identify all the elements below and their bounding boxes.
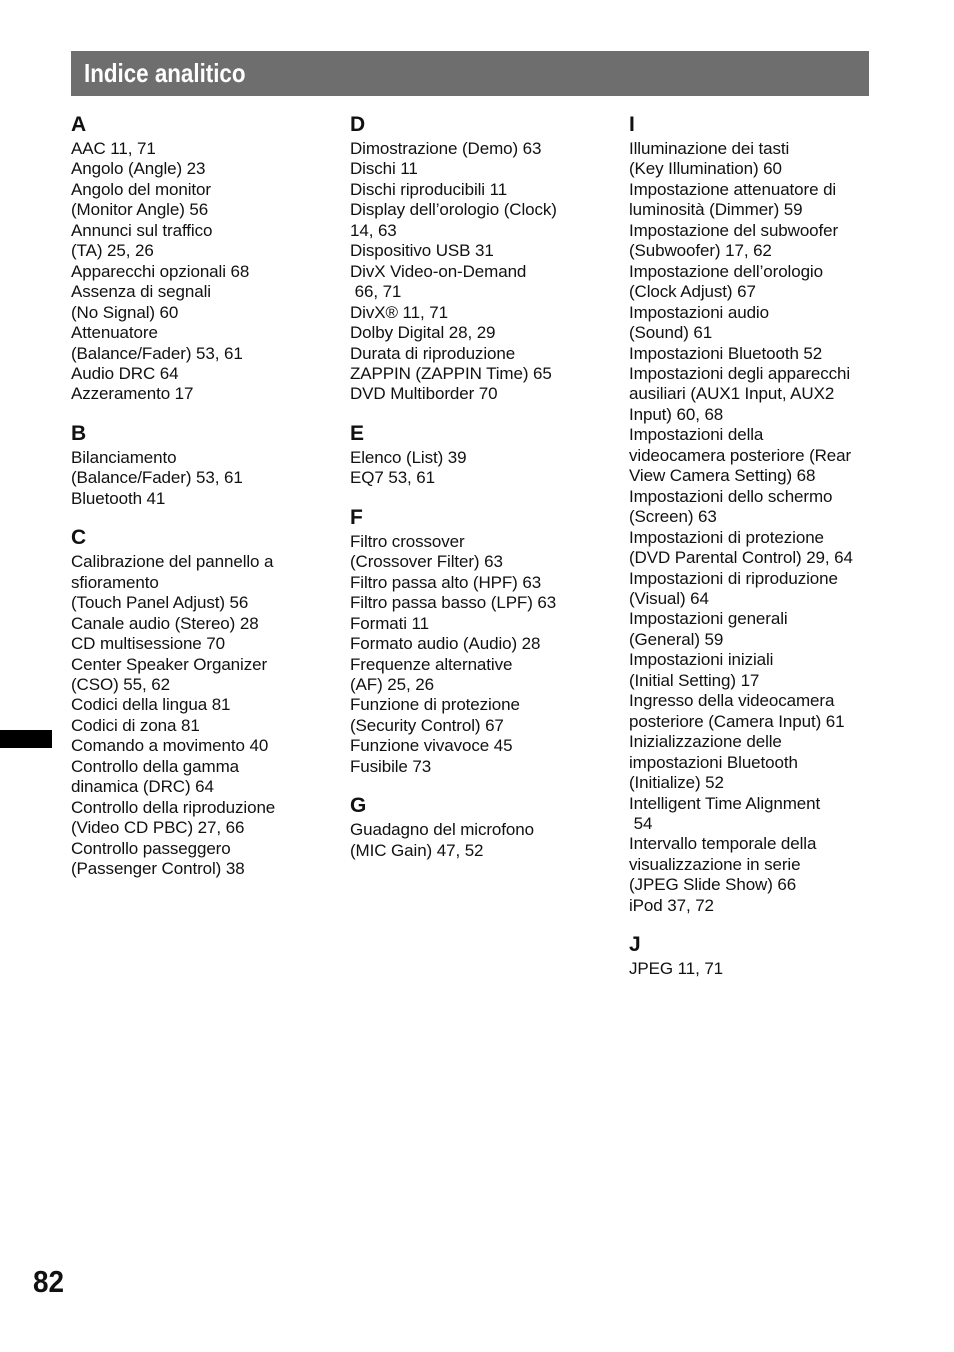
index-entry: 66, 71 — [350, 282, 402, 302]
index-entry: Azzeramento 17 — [71, 384, 194, 404]
index-entry: (AF) 25, 26 — [350, 674, 434, 694]
index-entry: JPEG 11, 71 — [629, 959, 724, 979]
index-entry: Impostazioni della — [629, 425, 764, 445]
index-entry: ausiliari (AUX1 Input, AUX2 — [629, 384, 835, 404]
index-section-c — [71, 526, 311, 879]
index-entry: Bilanciamento — [71, 447, 177, 467]
index-entry: Center Speaker Organizer — [71, 654, 268, 674]
index-entry: (No Signal) 60 — [71, 302, 179, 322]
index-entry: (JPEG Slide Show) 66 — [629, 875, 797, 895]
index-entry: Impostazioni degli apparecchi — [629, 363, 851, 383]
index-entry: impostazioni Bluetooth — [629, 752, 798, 772]
index-entry: EQ7 53, 61 — [350, 468, 436, 488]
index-entry: Filtro passa alto (HPF) 63 — [350, 572, 542, 592]
index-entry: Durata di riproduzione — [350, 343, 516, 363]
index-entry: Attenuatore — [71, 323, 158, 343]
index-entry: Dischi riproducibili 11 — [350, 179, 508, 199]
index-entry: Guadagno del microfono — [350, 820, 534, 840]
index-entry: Filtro crossover — [350, 531, 465, 551]
index-entry: Funzione vivavoce 45 — [350, 736, 513, 756]
index-entry: Formati 11 — [350, 613, 429, 633]
index-entry: ZAPPIN (ZAPPIN Time) 65 — [350, 363, 552, 383]
index-entry: Impostazione attenuatore di — [629, 179, 837, 199]
section-letter: C — [71, 526, 87, 550]
index-entry: Controllo della gamma — [71, 756, 239, 776]
index-entry: Impostazioni di protezione — [629, 527, 824, 547]
index-entry: (Key Illumination) 60 — [629, 159, 782, 179]
index-entry: (Visual) 64 — [629, 588, 709, 608]
index-entry: videocamera posteriore (Rear — [629, 445, 852, 465]
index-entry: Intelligent Time Alignment — [629, 793, 821, 813]
index-entry: Canale audio (Stereo) 28 — [71, 613, 259, 633]
index-entry: (Touch Panel Adjust) 56 — [71, 593, 249, 613]
index-entry: AAC 11, 71 — [71, 139, 156, 158]
index-entry: Inizializzazione delle — [629, 732, 782, 752]
section-letter: B — [71, 421, 87, 445]
index-entry: Impostazioni iniziali — [629, 650, 774, 670]
index-entry: Illuminazione dei tasti — [629, 139, 790, 158]
index-entry: (Passenger Control) 38 — [71, 859, 245, 879]
index-entry: (Initial Setting) 17 — [629, 670, 760, 690]
index-entry: (General) 59 — [629, 629, 724, 649]
index-entry: (Balance/Fader) 53, 61 — [71, 468, 243, 488]
index-entry: (CSO) 55, 62 — [71, 674, 170, 694]
index-entry: (Subwoofer) 17, 62 — [629, 241, 772, 261]
index-entry: Input) 60, 68 — [629, 404, 724, 424]
page-title: Indice analitico — [84, 58, 246, 88]
index-entry: (Crossover Filter) 63 — [350, 552, 503, 572]
index-entry: Frequenze alternative — [350, 654, 513, 674]
index-entry: Display dell’orologio (Clock) — [350, 200, 557, 220]
index-entry: Formato audio (Audio) 28 — [350, 634, 541, 654]
index-entry: Impostazioni di riproduzione — [629, 568, 838, 588]
index-entry: Dimostrazione (Demo) 63 — [350, 139, 542, 158]
index-entry: Angolo (Angle) 23 — [71, 159, 206, 179]
index-entry: (Balance/Fader) 53, 61 — [71, 343, 243, 363]
index-entry: Dolby Digital 28, 29 — [350, 323, 496, 343]
index-entry: (Video CD PBC) 27, 66 — [71, 818, 245, 838]
index-entry: DivX® 11, 71 — [350, 302, 448, 322]
index-entry: (Sound) 61 — [629, 323, 713, 343]
index-entry: posteriore (Camera Input) 61 — [629, 711, 845, 731]
index-section-a — [71, 113, 311, 405]
index-section-e — [350, 422, 590, 489]
index-entry: Codici della lingua 81 — [71, 695, 231, 715]
index-column-1 — [71, 113, 311, 897]
index-entry: Elenco (List) 39 — [350, 447, 467, 467]
index-entry: Controllo passeggero — [71, 838, 231, 858]
section-letter: J — [629, 933, 641, 957]
index-entry: Impostazioni generali — [629, 609, 788, 629]
index-section-f — [350, 506, 590, 777]
index-entry: luminosità (Dimmer) 59 — [629, 200, 803, 220]
side-thumb-tab — [0, 730, 52, 748]
index-entry: (Clock Adjust) 67 — [629, 282, 756, 302]
index-entry: Filtro passa basso (LPF) 63 — [350, 593, 557, 613]
section-letter: A — [71, 113, 87, 136]
index-entry: CD multisessione 70 — [71, 634, 225, 654]
index-entry: Intervallo temporale della — [629, 834, 817, 854]
index-entry: Apparecchi opzionali 68 — [71, 261, 250, 281]
index-entry: Annunci sul traffico — [71, 220, 213, 240]
index-entry: (Monitor Angle) 56 — [71, 200, 209, 220]
index-entry: (Initialize) 52 — [629, 773, 724, 793]
index-entry: (TA) 25, 26 — [71, 241, 154, 261]
index-entry: Calibrazione del pannello a — [71, 552, 274, 572]
index-entry: visualizzazione in serie — [629, 854, 801, 874]
page-number: 82 — [33, 1264, 65, 1299]
index-entry: Dispositivo USB 31 — [350, 241, 494, 261]
index-entry: (Security Control) 67 — [350, 715, 504, 735]
index-entry: Funzione di protezione — [350, 695, 520, 715]
index-entry: Angolo del monitor — [71, 179, 211, 199]
section-letter: I — [629, 113, 635, 136]
index-entry: 54 — [629, 813, 653, 833]
index-entry: Impostazione dell’orologio — [629, 261, 823, 281]
index-entry: Impostazioni Bluetooth 52 — [629, 343, 823, 363]
index-entry: Impostazioni audio — [629, 302, 769, 322]
index-entry: Bluetooth 41 — [71, 488, 166, 508]
index-entry: Controllo della riproduzione — [71, 797, 276, 817]
index-entry: View Camera Setting) 68 — [629, 466, 816, 486]
index-column-2 — [350, 113, 590, 878]
index-entry: iPod 37, 72 — [629, 895, 714, 915]
index-entry: Impostazioni dello schermo — [629, 486, 833, 506]
section-letter: D — [350, 113, 366, 136]
section-letter: F — [350, 505, 363, 529]
index-entry: Fusibile 73 — [350, 756, 432, 776]
index-entry: (MIC Gain) 47, 52 — [350, 840, 484, 860]
index-section-g — [350, 794, 590, 861]
index-entry: (Screen) 63 — [629, 507, 717, 527]
index-section-b — [71, 422, 311, 509]
section-letter: G — [350, 794, 367, 818]
index-entry: Assenza di segnali — [71, 282, 211, 302]
index-section-d — [350, 113, 590, 405]
index-entry: (DVD Parental Control) 29, 64 — [629, 548, 853, 568]
index-entry: DivX Video-on-Demand — [350, 261, 527, 281]
index-entry: Codici di zona 81 — [71, 715, 200, 735]
index-entry: Ingresso della videocamera — [629, 691, 835, 711]
index-entry: Impostazione del subwoofer — [629, 220, 839, 240]
index-entry: Dischi 11 — [350, 159, 418, 179]
index-column-3 — [629, 113, 869, 997]
index-section-j — [629, 933, 869, 979]
index-entry: sfioramento — [71, 572, 159, 592]
section-letter: E — [350, 421, 365, 445]
index-entry: Audio DRC 64 — [71, 363, 179, 383]
section-title-bar — [71, 51, 869, 96]
index-entry: dinamica (DRC) 64 — [71, 777, 214, 797]
index-entry: Comando a movimento 40 — [71, 736, 269, 756]
index-section-i — [629, 113, 869, 916]
index-entry: DVD Multiborder 70 — [350, 384, 498, 404]
index-entry: 14, 63 — [350, 220, 397, 240]
